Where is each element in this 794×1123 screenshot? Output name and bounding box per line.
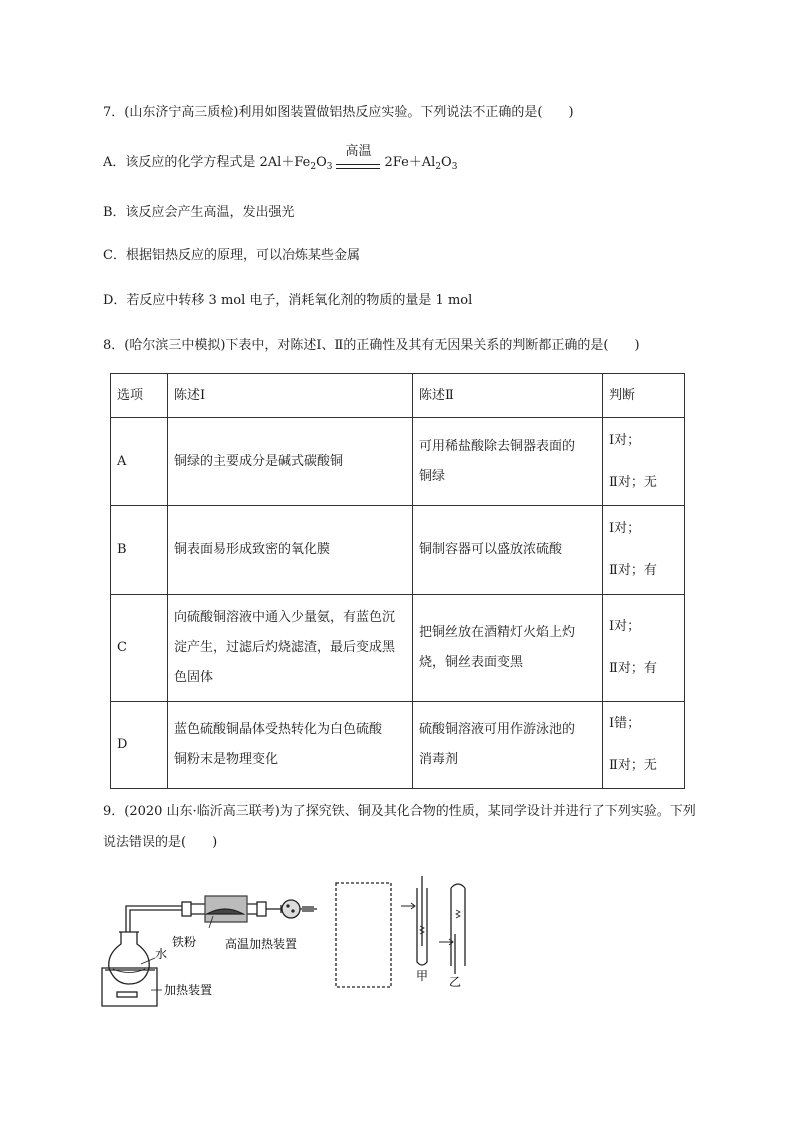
reaction-condition: 高温 [336,153,380,173]
row-statement-1: 铜绿的主要成分是碱式碳酸铜 [168,418,413,506]
row-judgement: Ⅰ对； Ⅱ对；有 [603,595,685,702]
row-statement-2: 铜制容器可以盛放浓硫酸 [413,506,603,595]
table-row [111,702,685,789]
row-statement-1: 蓝色硫酸铜晶体受热转化为白色硫酸 铜粉末是物理变化 [168,702,413,789]
label-yi: 乙 [449,975,462,989]
drying-tube [281,900,317,918]
q9-apparatus-diagram [95,866,495,1016]
round-bottom-flask [109,906,182,984]
q9-stem-line2: 说法错误的是( ) [103,835,218,850]
header-statement-1: 陈述Ⅰ [168,374,413,418]
row-option: A [111,418,168,506]
test-tube-yi [439,884,465,974]
label-heater: 加热装置 [164,983,213,997]
row-judgement: Ⅰ对； Ⅱ对；无 [603,418,685,506]
row-option: D [111,702,168,789]
label-jia: 甲 [416,969,429,983]
row-judgement: Ⅰ错； Ⅱ对；无 [603,702,685,789]
row-statement-2: 把铜丝放在酒精灯火焰上灼 烧，铜丝表面变黑 [413,595,603,702]
combustion-tube [182,896,281,922]
header-judgement: 判断 [603,374,685,418]
label-water: 水 [155,947,168,961]
table-row [111,418,685,506]
q7-option-b: B．该反应会产生高温，发出强光 [103,205,295,220]
q7-option-d: D．若反应中转移 3 mol 电子，消耗氧化剂的物质的量是 1 mol [103,293,473,308]
q7-option-c: C．根据铝热反应的原理，可以冶炼某些金属 [103,248,360,263]
dashed-unknown-device [336,883,391,987]
q8-table [110,373,685,789]
row-option: C [111,595,168,702]
row-statement-1: 向硫酸铜溶液中通入少量氨，有蓝色沉 淀产生，过滤后灼烧滤渣，最后变成黑 色固体 [168,595,413,702]
test-tube-jia [401,876,427,965]
row-statement-1: 铜表面易形成致密的氧化膜 [168,506,413,595]
q7-option-a: A．该反应的化学方程式是 $2Al+Fe_2O_3$ 高温 $2Fe+Al_2O_3$ [103,144,458,172]
label-iron-powder: 铁粉 [172,935,197,949]
table-row [111,506,685,595]
table-header-row [111,374,685,418]
q8-stem: 8．(哈尔滨三中模拟)下表中，对陈述Ⅰ、Ⅱ的正确性及其有无因果关系的判断都正确的是( ) [103,338,640,353]
label-high-temp-heater: 高温加热装置 [225,937,298,951]
table-row [111,595,685,702]
q7-stem: 7．(山东济宁高三质检)利用如图装置做铝热反应实验。下列说法不正确的是( ) [103,105,574,120]
row-option: B [111,506,168,595]
heater-base [102,968,157,1006]
q9-stem-line1: 9．(2020 山东·临沂高三联考)为了探究铁、铜及其化合物的性质，某同学设计并进行了下列实验。下列 [103,804,696,819]
row-judgement: Ⅰ对； Ⅱ对；有 [603,506,685,595]
row-statement-2: 可用稀盐酸除去铜器表面的 铜绿 [413,418,603,506]
header-statement-2: 陈述Ⅱ [413,374,603,418]
header-option: 选项 [111,374,168,418]
row-statement-2: 硫酸铜溶液可用作游泳池的 消毒剂 [413,702,603,789]
